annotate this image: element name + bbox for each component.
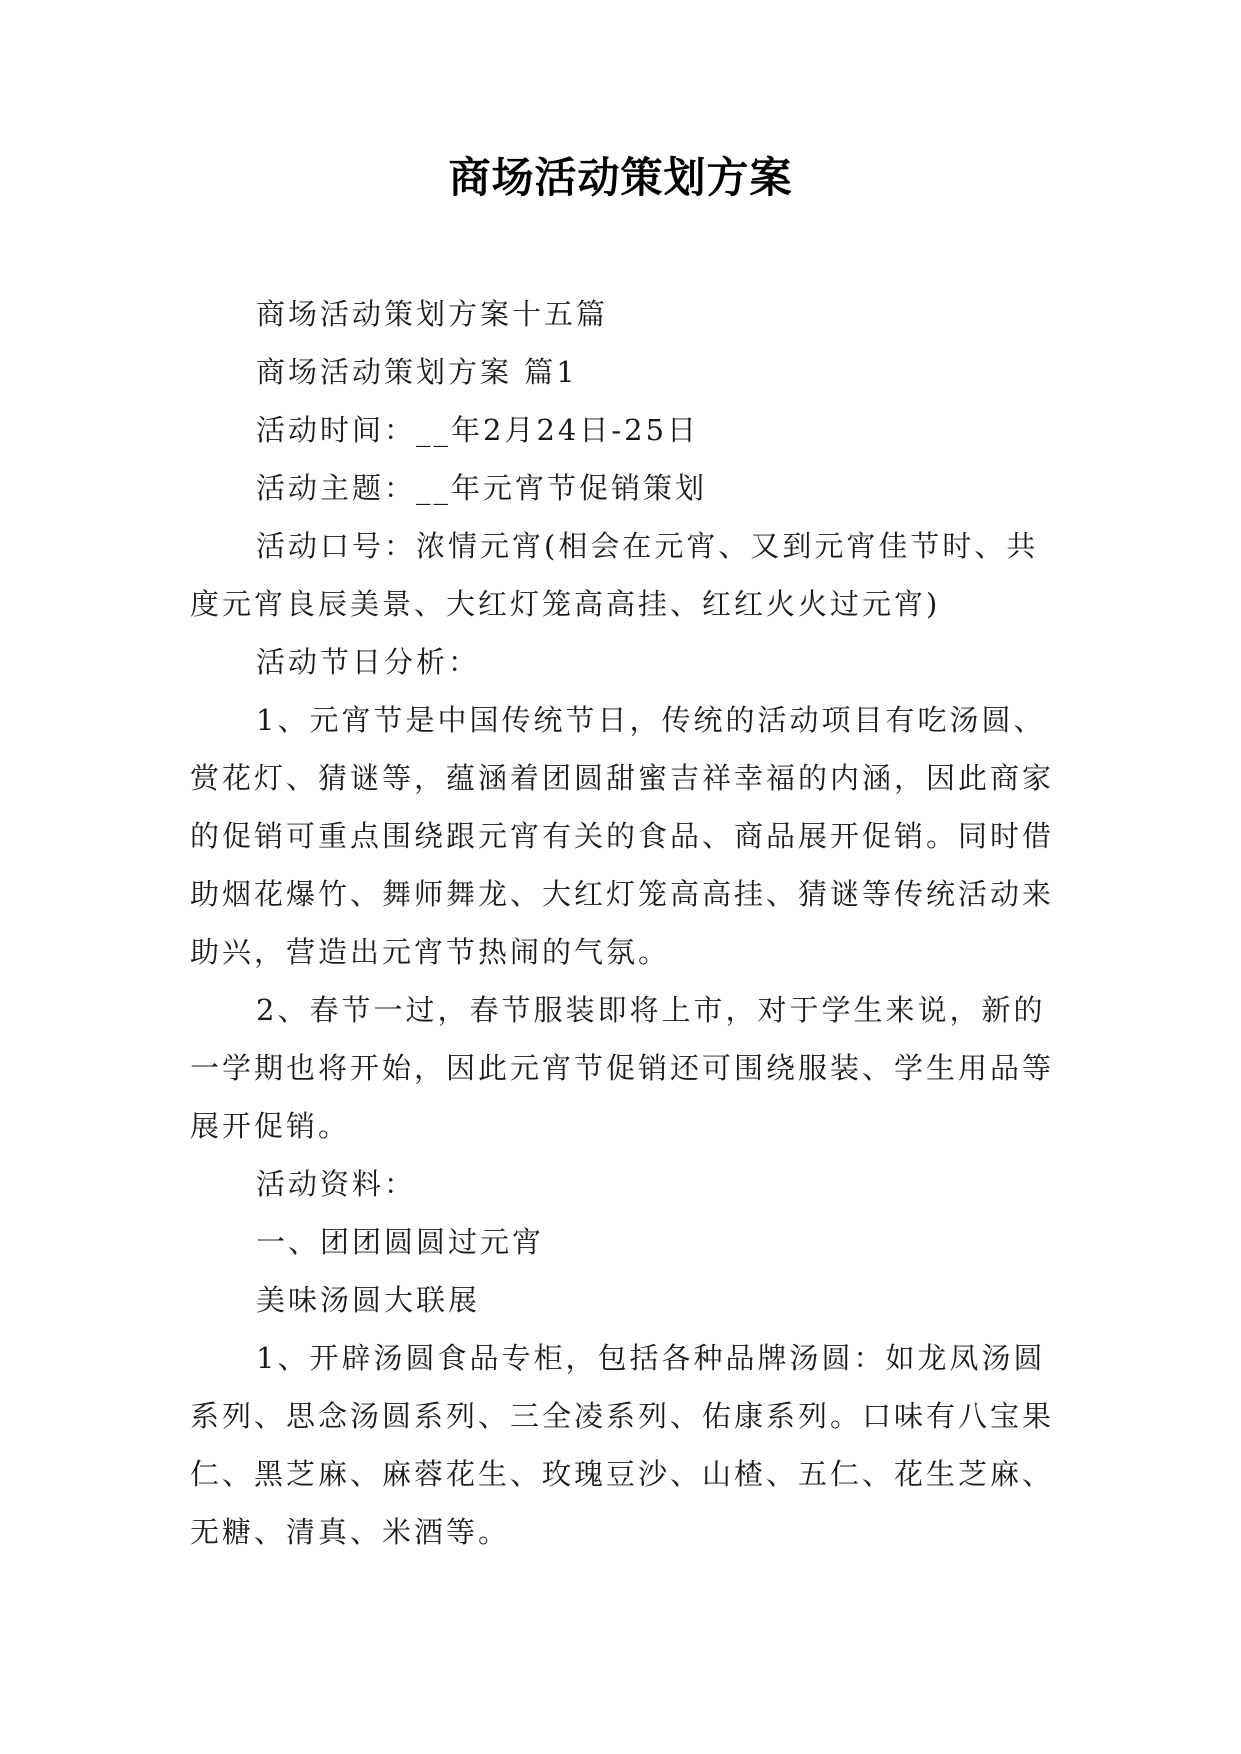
paragraph: 活动口号：浓情元宵(相会在元宵、又到元宵佳节时、共度元宵良辰美景、大红灯笼高高挂、红红火火过元宵) <box>190 529 1039 621</box>
paragraph: 1、开辟汤圆食品专柜，包括各种品牌汤圆：如龙凤汤圆系列、思念汤圆系列、三全凌系列、佑康系列。口味有八宝果仁、黑芝麻、麻蓉花生、玫瑰豆沙、山楂、五仁、花生芝麻、无糖、清真、米酒等。 <box>190 1341 1055 1549</box>
paragraph: 一、团团圆圆过元宵 <box>256 1225 545 1259</box>
paragraph: 活动资料： <box>256 1167 417 1201</box>
paragraph: 1、元宵节是中国传统节日，传统的活动项目有吃汤圆、赏花灯、猜谜等，蕴涵着团圆甜蜜吉祥幸福的内涵，因此商家的促销可重点围绕跟元宵有关的食品、商品展开促销。同时借助烟花爆竹、舞师舞龙、大红灯笼高高挂、猜谜等传统活动来助兴，营造出元宵节热闹的气氛。 <box>190 703 1055 969</box>
paragraph: 商场活动策划方案 篇1 <box>256 355 578 389</box>
paragraph: 美味汤圆大联展 <box>256 1283 481 1317</box>
paragraph: 活动主题：__年元宵节促销策划 <box>256 471 708 505</box>
paragraph: 2、春节一过，春节服装即将上市，对于学生来说，新的一学期也将开始，因此元宵节促销还可围绕服装、学生用品等展开促销。 <box>190 993 1055 1143</box>
document-title: 商场活动策划方案 <box>448 153 793 202</box>
paragraph: 活动节日分析： <box>256 645 481 679</box>
paragraph: 活动时间：__年2月24日-25日 <box>256 413 700 447</box>
document-body <box>190 285 1060 1561</box>
paragraph: 商场活动策划方案十五篇 <box>256 297 609 331</box>
